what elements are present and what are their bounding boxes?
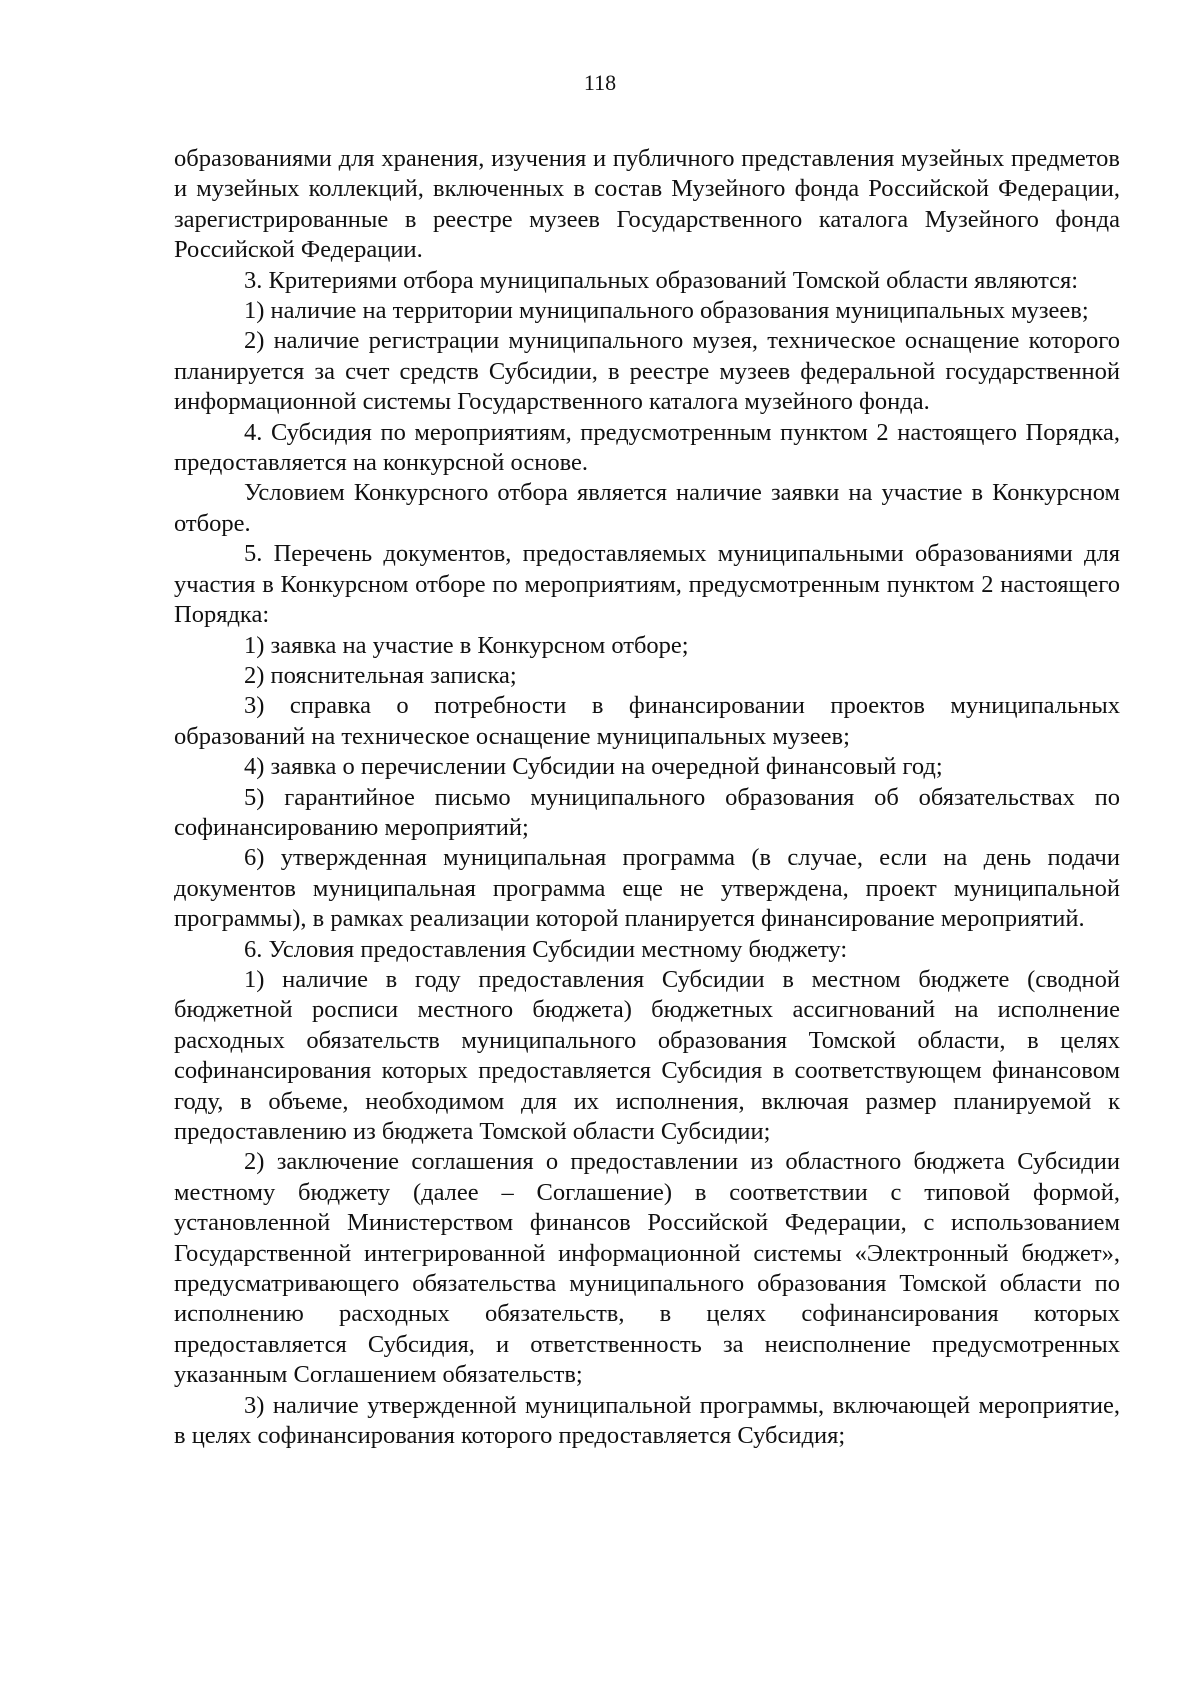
paragraph-document-3: 3) справка о потребности в финансировании проектов муниципальных образований на техническое оснащение муниципальных музеев;: [174, 692, 1120, 750]
document-body: [174, 144, 1120, 1451]
paragraph-criteria-1: 1) наличие на территории муниципального образования муниципальных музеев;: [244, 297, 1089, 325]
paragraph-document-5: 5) гарантийное письмо муниципального образования об обязательствах по софинансированию мероприятий;: [174, 783, 1120, 841]
paragraph-document-2: 2) пояснительная записка;: [244, 661, 517, 689]
paragraph-document-4: 4) заявка о перечислении Субсидии на очередной финансовый год;: [244, 753, 943, 781]
paragraph-condition-1: 1) наличие в году предоставления Субсидии в местном бюджете (сводной бюджетной росписи местного бюджета) бюджетных ассигнований на исполнение расходных обязательств муниципального образования Томской области, в целях софинансирования которых предоставляется Субсидия в соответствующем финансовом году, в объеме, необходимом для их исполнения, включая размер планируемой к предоставлению из бюджета Томской области Субсидии;: [174, 965, 1120, 1145]
paragraph-item-3-criteria: 3. Критериями отбора муниципальных образований Томской области являются:: [244, 266, 1079, 294]
page-number: 118: [583, 70, 617, 95]
paragraph-item-6-conditions: 6. Условия предоставления Субсидии местному бюджету:: [244, 935, 848, 963]
paragraph-item-4-subsidy: 4. Субсидия по мероприятиям, предусмотренным пунктом 2 настоящего Порядка, предоставляется на конкурсной основе.: [174, 418, 1120, 477]
paragraph-intro-continuation: образованиями для хранения, изучения и публичного представления музейных предметов и музейных коллекций, включенных в состав Музейного фонда Российской Федерации, зарегистрированные в реестре музеев Государственного каталога Музейного фонда Российской Федерации.: [174, 145, 1120, 264]
paragraph-condition-2: 2) заключение соглашения о предоставлении из областного бюджета Субсидии местному бюджету (далее – Соглашение) в соответствии с типовой формой, установленной Министерством финансов Российской Федерации, с использованием Государственной интегрированной информационной системы «Электронный бюджет», предусматривающего обязательства муниципального образования Томской области по исполнению расходных обязательств, в целях софинансирования которых предоставляется Субсидия, и ответственность за неисполнение предусмотренных указанным Соглашением обязательств;: [174, 1148, 1120, 1389]
paragraph-condition-3: 3) наличие утвержденной муниципальной программы, включающей мероприятие, в целях софинансирования которого предоставляется Субсидия;: [174, 1391, 1120, 1450]
paragraph-document-6: 6) утвержденная муниципальная программа (в случае, если на день подачи документов муниципальная программа еще не утверждена, проект муниципальной программы), в рамках реализации которой планируется финансирование мероприятий.: [174, 844, 1120, 933]
paragraph-item-5-documents: 5. Перечень документов, предоставляемых муниципальными образованиями для участия в Конкурсном отборе по мероприятиям, предусмотренным пунктом 2 настоящего Порядка:: [174, 540, 1120, 629]
paragraph-criteria-2: 2) наличие регистрации муниципального музея, техническое оснащение которого планируется за счет средств Субсидии, в реестре музеев федеральной государственной информационной системы Государственного каталога музейного фонда.: [174, 327, 1120, 416]
paragraph-document-1: 1) заявка на участие в Конкурсном отборе;: [244, 631, 689, 659]
paragraph-selection-condition: Условием Конкурсного отбора является наличие заявки на участие в Конкурсном отборе.: [174, 479, 1120, 537]
